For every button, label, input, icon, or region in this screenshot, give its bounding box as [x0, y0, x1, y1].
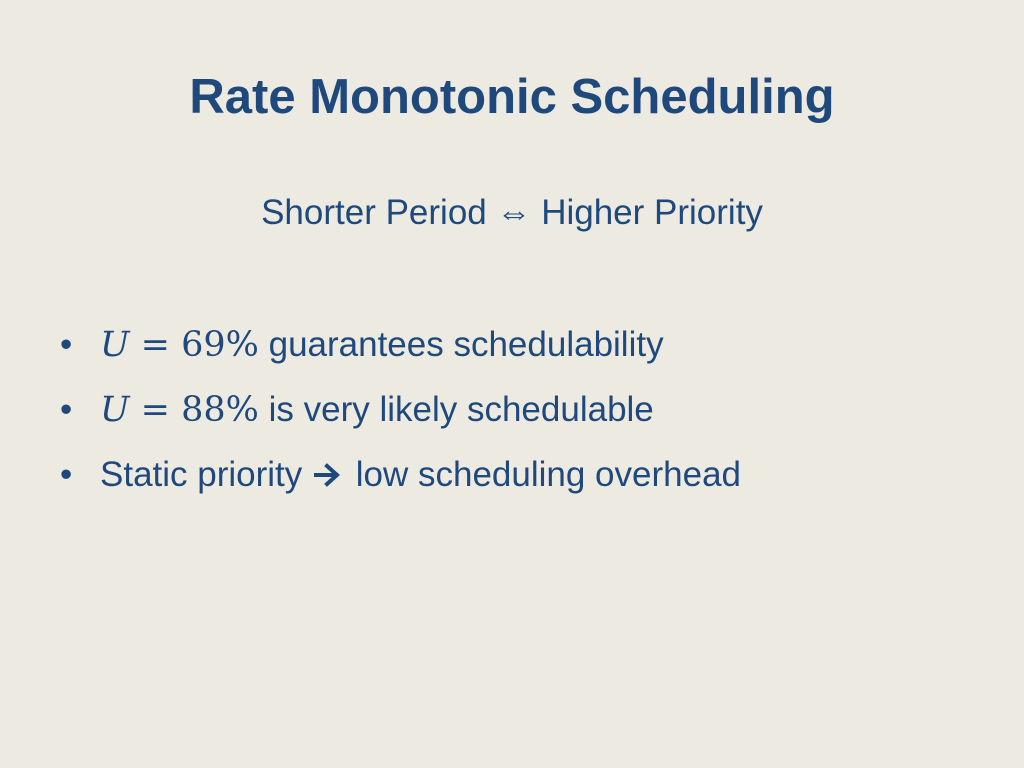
math-value: = 88%: [129, 390, 259, 430]
bullet-label-before: Static priority: [100, 455, 303, 494]
bullet-marker: •: [60, 325, 73, 364]
math-variable: U: [100, 390, 130, 430]
slide-title: Rate Monotonic Scheduling: [189, 70, 835, 124]
slide-subtitle: Shorter Period ⇔ Higher Priority: [261, 193, 763, 232]
bullet-text-1: [100, 318, 664, 372]
bullet-text-2: [100, 383, 654, 437]
math-value: = 69%: [129, 325, 259, 365]
math-expression: [100, 390, 259, 430]
bullet-label-after: low scheduling overhead: [355, 455, 742, 494]
math-variable: U: [100, 325, 130, 365]
right-arrow-icon: [314, 462, 342, 488]
bullet-marker: •: [60, 390, 73, 429]
math-expression: [100, 325, 259, 365]
bullet-label: guarantees schedulability: [258, 325, 664, 364]
bullet-marker: •: [60, 455, 73, 494]
bullet-label: is very likely schedulable: [258, 390, 654, 429]
bullet-text-3: [100, 448, 741, 502]
